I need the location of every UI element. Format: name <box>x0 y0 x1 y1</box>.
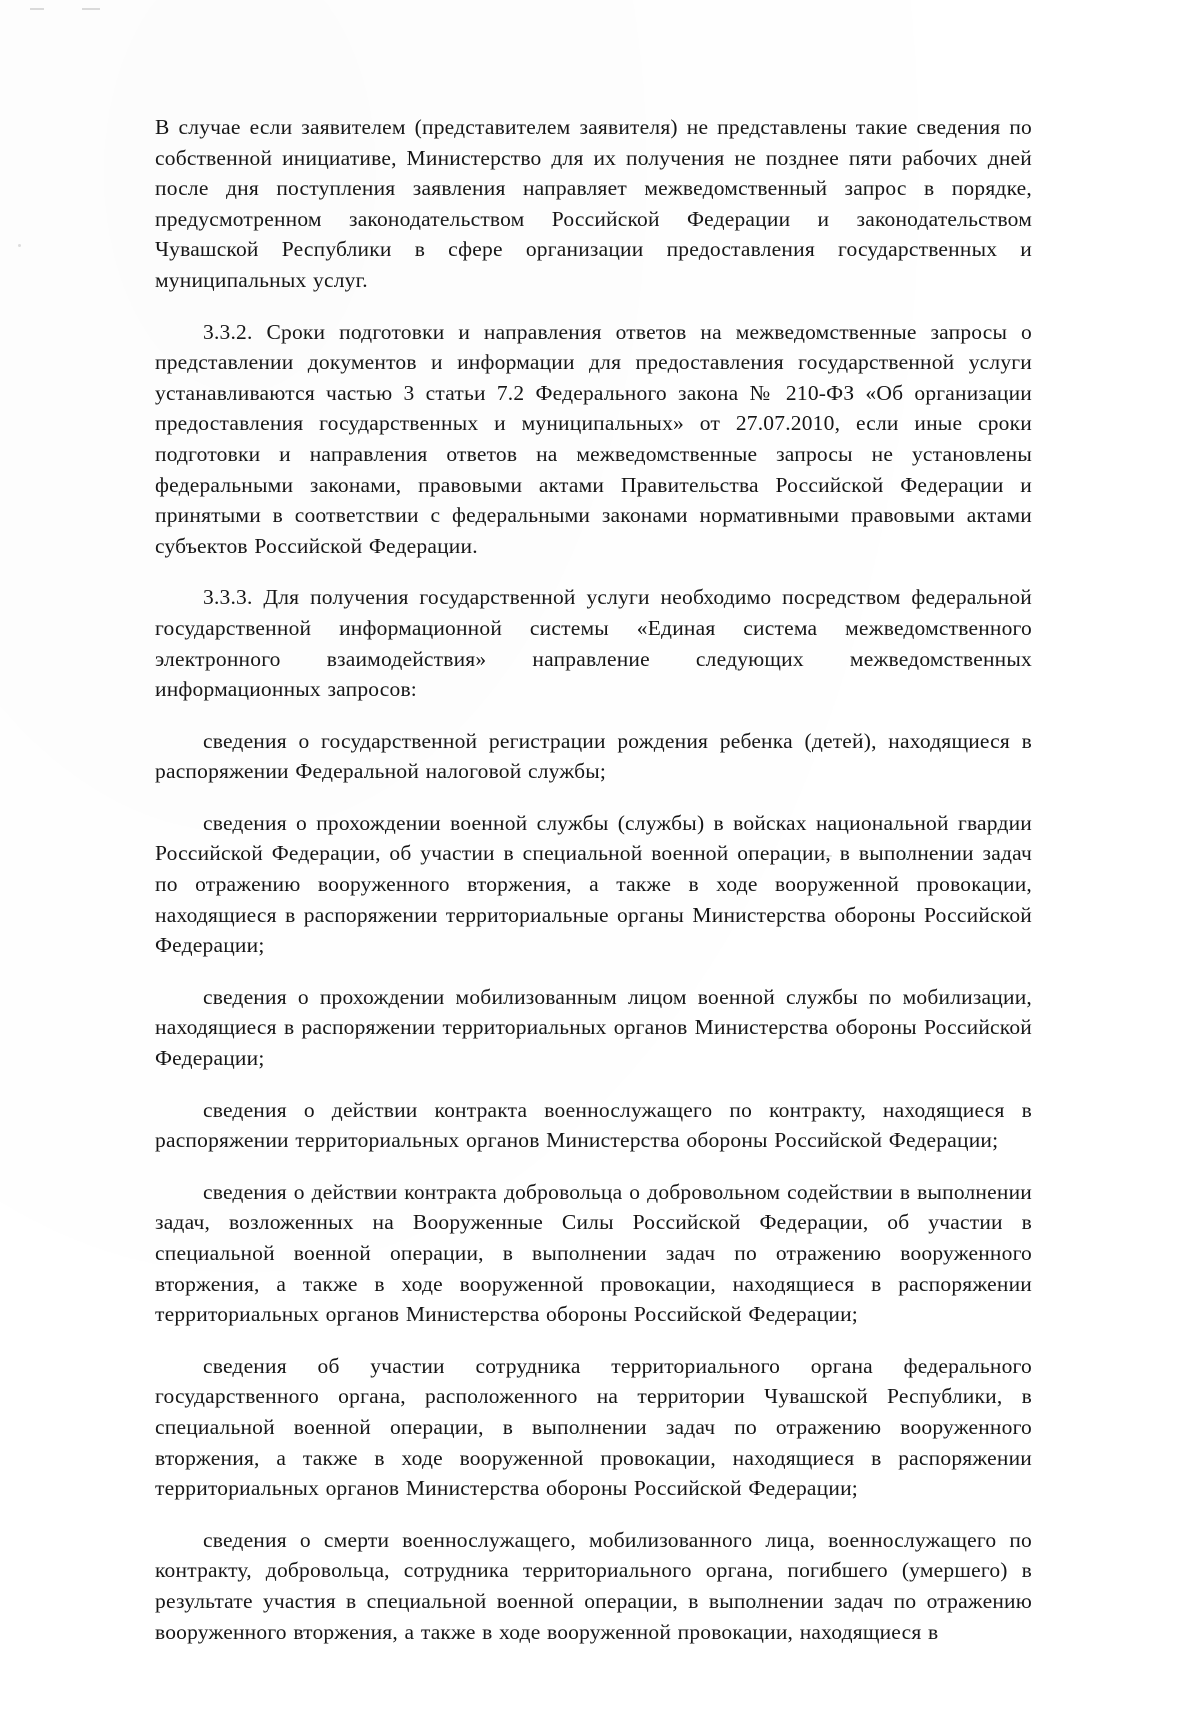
paragraph-item-mobilized-service: сведения о прохождении мобилизованным лицом военной службы по мобилизации, находящиеся в распоряжении территориальных органов Министерства обороны Российской Федерации; <box>155 984 1032 1071</box>
paragraph-item-death-info: сведения о смерти военнослужащего, мобилизованного лица, военнослужащего по контракту, добровольца, сотрудника территориального органа, погибшего (умершего) в результате участия в специальной военной операции, в выполнении задач по отражению вооруженного вторжения, а также в ходе вооруженной провокации, находящиеся в <box>155 1527 1032 1644</box>
scan-artifact-marks <box>30 6 120 14</box>
paragraph-item-volunteer-contract: сведения о действии контракта добровольца о добровольном содействии в выполнении задач, возложенных на Вооруженные Силы Российской Федерации, об участии в специальной военной операции, в выполнении задач по отражению вооруженного вторжения, а также в ходе вооруженной провокации, находящиеся в распоряжении территориальных органов Министерства обороны Российской Федерации; <box>155 1179 1032 1327</box>
paragraph-intro-continuation: В случае если заявителем (представителем заявителя) не представлены такие сведения по собственной инициативе, Министерство для их получения не позднее пяти рабочих дней после дня поступления заявления направляет межведомственный запрос в порядке, предусмотренном законодательством Российской Федерации и законодательством Чувашской Республики в сфере организации предоставления государственных и муниципальных услуг. <box>155 115 1032 292</box>
scan-speck <box>18 244 21 247</box>
paragraph-item-birth-registration: сведения о государственной регистрации рождения ребенка (детей), находящиеся в распоряжении Федеральной налоговой службы; <box>155 728 1032 784</box>
scan-speck <box>822 855 832 857</box>
paragraph-item-national-guard-service: сведения о прохождении военной службы (службы) в войсках национальной гвардии Российской Федерации, об участии в специальной военной операции, в выполнении задач по отражению вооруженного вторжения, а также в ходе вооруженной провокации, находящиеся в распоряжении территориальные органы Министерства обороны Российской Федерации; <box>155 810 1032 958</box>
paragraph-item-federal-body-employee: сведения об участии сотрудника территориального органа федерального государственного органа, расположенного на территории Чувашской Республики, в специальной военной операции, в выполнении задач по отражению вооруженного вторжения, а также в ходе вооруженной провокации, находящиеся в распоряжении территориальных органов Министерства обороны Российской Федерации; <box>155 1353 1032 1501</box>
paragraph-3-3-3: 3.3.3. Для получения государственной услуги необходимо посредством федеральной государственной информационной системы «Единая система межведомственного электронного взаимодействия» направление следующих межведомственных информационных запросов: <box>155 585 1032 702</box>
paragraph-3-3-2: 3.3.2. Сроки подготовки и направления ответов на межведомственные запросы о представлении документов и информации для предоставления государственной услуги устанавливаются частью 3 статьи 7.2 Федерального закона № 210-ФЗ «Об организации предоставления государственных и муниципальных» от 27.07.2010, если иные сроки подготовки и направления ответов на межведомственные запросы не установлены федеральными законами, правовыми актами Правительства Российской Федерации и принятыми в соответствии с федеральными законами нормативными правовыми актами субъектов Российской Федерации. <box>155 319 1032 558</box>
paragraph-item-contract-serviceman: сведения о действии контракта военнослужащего по контракту, находящиеся в распоряжении территориальных органов Министерства обороны Российской Федерации; <box>155 1097 1032 1153</box>
document-body <box>155 112 1032 1647</box>
